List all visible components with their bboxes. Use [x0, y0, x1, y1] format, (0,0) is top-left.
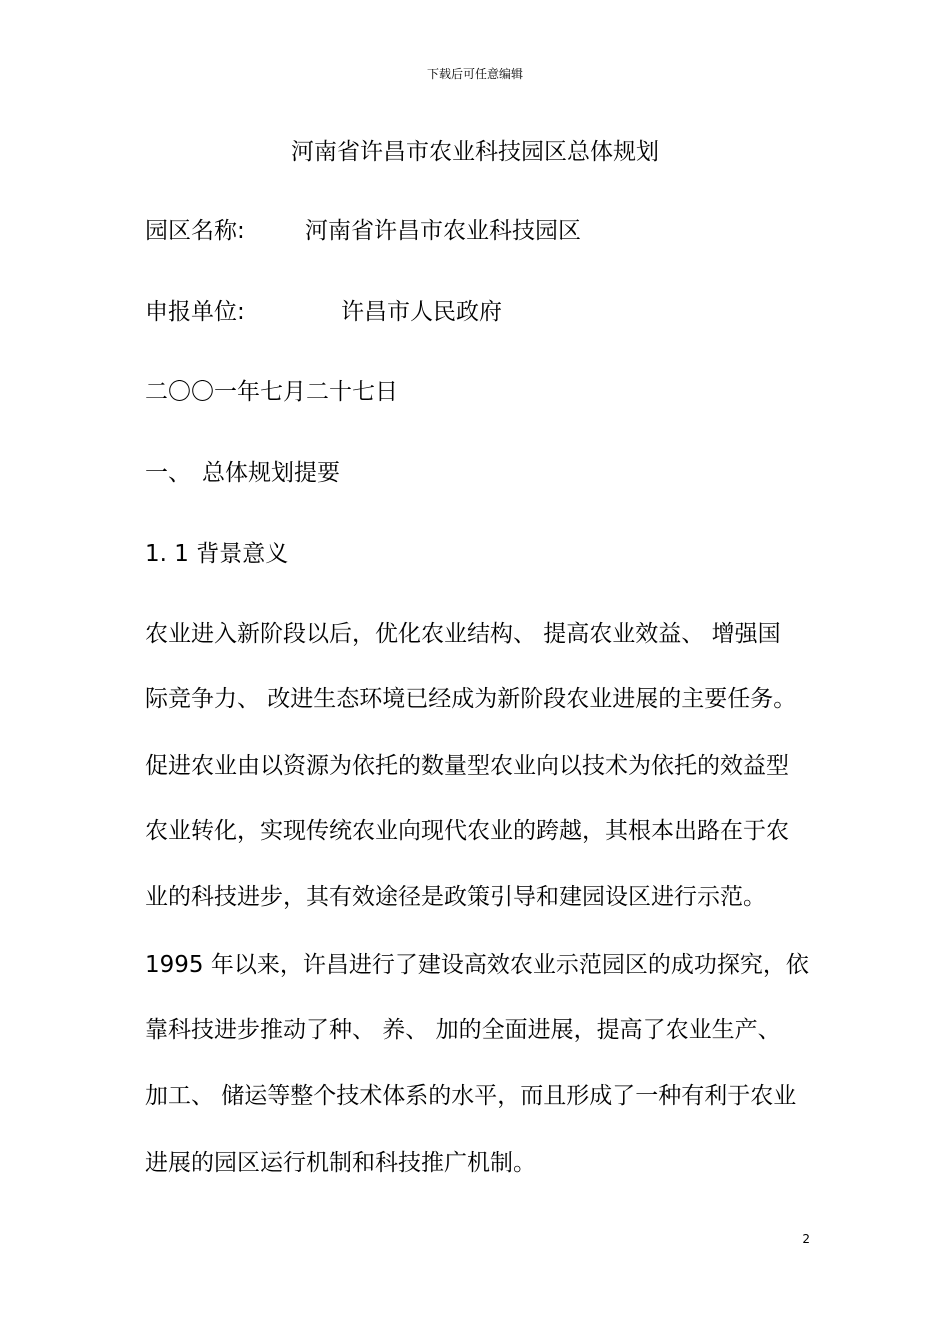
park-name-row: [145, 215, 581, 247]
applicant-value: 许昌市人民政府: [341, 299, 502, 325]
park-name-value: 河南省许昌市农业科技园区: [305, 218, 581, 244]
subsection-heading: 1. 1 背景意义: [145, 541, 289, 567]
page-number: 2: [802, 1232, 810, 1246]
section-number: 一、: [145, 460, 191, 486]
paragraph-line: 促进农业由以资源为依托的数量型农业向以技术为依托的效益型: [145, 753, 789, 779]
paragraph-line: 业的科技进步，其有效途径是政策引导和建园设区进行示范。: [145, 884, 766, 910]
document-title: 河南省许昌市农业科技园区总体规划: [291, 139, 659, 165]
paragraph-line: 际竞争力、 改进生态环境已经成为新阶段农业进展的主要任务。: [145, 686, 797, 712]
applicant-row: [145, 296, 502, 328]
section-heading: [145, 457, 340, 489]
section-title: 总体规划提要: [202, 460, 340, 486]
paragraph-line: 农业转化，实现传统农业向现代农业的跨越，其根本出路在于农: [145, 818, 789, 844]
paragraph-line: 进展的园区运行机制和科技推广机制。: [145, 1150, 536, 1176]
paragraph-line: 1995 年以来，许昌进行了建设高效农业示范园区的成功探究，依: [145, 952, 809, 978]
header-note: 下载后可任意编辑: [426, 67, 523, 81]
park-name-label: 园区名称:: [145, 218, 245, 244]
applicant-label: 申报单位:: [145, 299, 245, 325]
paragraph-line: 靠科技进步推动了种、 养、 加的全面进展，提高了农业生产、: [145, 1017, 781, 1043]
paragraph-line: 农业进入新阶段以后，优化农业结构、 提高农业效益、 增强国: [145, 621, 781, 647]
document-date: 二〇〇一年七月二十七日: [145, 379, 398, 405]
paragraph-line: 加工、 储运等整个技术体系的水平，而且形成了一种有利于农业: [145, 1083, 797, 1109]
